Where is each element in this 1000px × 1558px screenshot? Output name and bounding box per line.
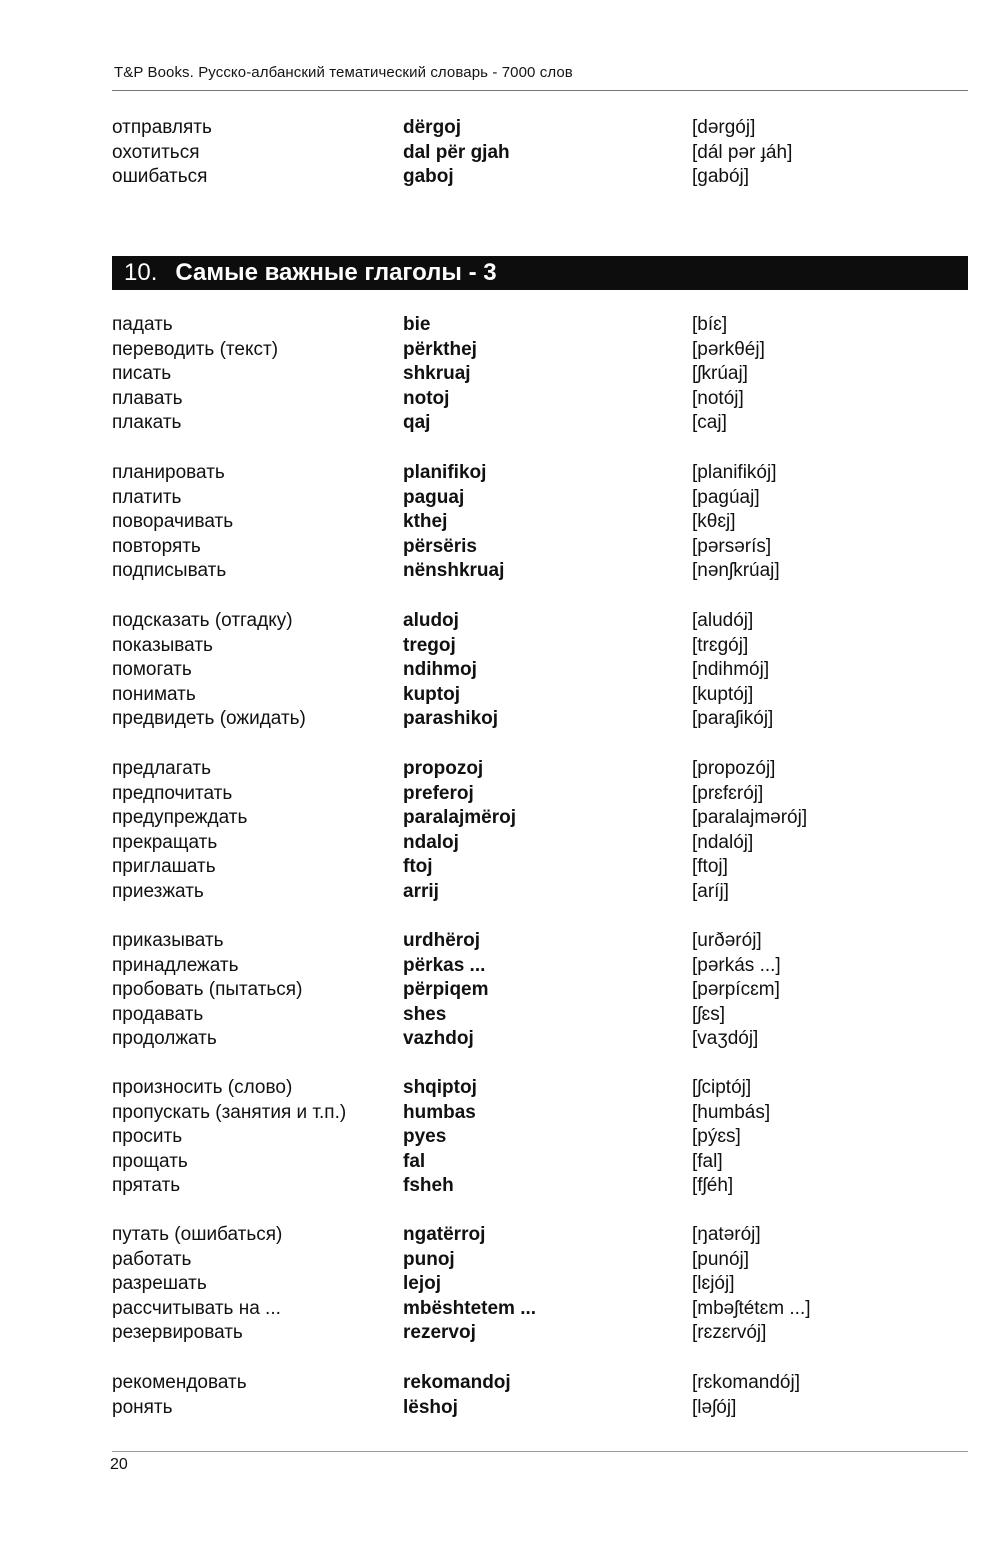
word-group: [0, 1371, 1000, 1420]
vocab-row: [0, 880, 1000, 905]
albanian-word: paralajmëroj: [403, 807, 516, 829]
vocab-row: [0, 831, 1000, 856]
transcription: [prɛfɛrój]: [692, 782, 764, 804]
albanian-word: ftoj: [403, 856, 433, 878]
albanian-word: mbështetem ...: [403, 1297, 537, 1319]
russian-word: писать: [112, 363, 172, 385]
transcription: [pərpícɛm]: [692, 979, 780, 1001]
vocab-row: [0, 954, 1000, 979]
vocab-row: [0, 116, 1000, 141]
word-group: [0, 313, 1000, 436]
word-group: [0, 1223, 1000, 1346]
transcription: [pagúaj]: [692, 486, 760, 508]
section-number: 10.: [124, 259, 158, 286]
albanian-word: ndaloj: [403, 831, 459, 853]
albanian-word: punoj: [403, 1248, 455, 1270]
russian-word: ронять: [112, 1396, 173, 1418]
albanian-word: kthej: [403, 511, 448, 533]
header-rule: [112, 90, 968, 91]
russian-word: рекомендовать: [112, 1372, 247, 1393]
transcription: [ndihmój]: [692, 659, 770, 681]
russian-word: плакать: [112, 412, 182, 434]
transcription: [ləʃój]: [692, 1396, 737, 1418]
transcription: [paraʃikój]: [692, 708, 774, 730]
vocab-row: [0, 165, 1000, 190]
russian-word: планировать: [112, 462, 225, 483]
vocab-row: [0, 707, 1000, 732]
transcription: [aludój]: [692, 610, 754, 631]
albanian-word: ndihmoj: [403, 659, 477, 681]
russian-word: плавать: [112, 387, 183, 409]
transcription: [fʃéh]: [692, 1175, 734, 1197]
vocab-row: [0, 461, 1000, 486]
albanian-word: propozoj: [403, 758, 484, 779]
albanian-word: shkruaj: [403, 363, 471, 385]
vocab-row: [0, 338, 1000, 363]
section-title: Самые важные глаголы - 3: [175, 259, 497, 286]
transcription: [lɛjój]: [692, 1273, 735, 1295]
word-group: [0, 929, 1000, 1052]
transcription: [rɛkomandój]: [692, 1372, 800, 1393]
albanian-word: kuptoj: [403, 683, 460, 705]
transcription: [ftoj]: [692, 856, 728, 878]
russian-word: разрешать: [112, 1273, 207, 1295]
albanian-word: dal për gjah: [403, 141, 510, 163]
russian-word: рассчитывать на ...: [112, 1297, 281, 1319]
transcription: [ŋatərój]: [692, 1224, 761, 1245]
vocab-row: [0, 806, 1000, 831]
albanian-word: përkthej: [403, 338, 477, 360]
vocab-row: [0, 1321, 1000, 1346]
vocab-row: [0, 1223, 1000, 1248]
vocab-row: [0, 609, 1000, 634]
transcription: [paralajmərój]: [692, 807, 808, 829]
albanian-word: përsëris: [403, 535, 477, 557]
transcription: [urðərój]: [692, 930, 762, 951]
transcription: [pərkás ...]: [692, 954, 781, 976]
page-number: 20: [110, 1456, 128, 1473]
albanian-word: qaj: [403, 412, 431, 434]
albanian-word: fsheh: [403, 1175, 454, 1197]
russian-word: охотиться: [112, 141, 200, 163]
vocab-row: [0, 634, 1000, 659]
word-group: [0, 757, 1000, 905]
russian-word: подсказать (отгадку): [112, 610, 293, 631]
vocab-row: [0, 1125, 1000, 1150]
vocab-row: [0, 978, 1000, 1003]
vocab-row: [0, 658, 1000, 683]
albanian-word: nënshkruaj: [403, 560, 505, 582]
albanian-word: paguaj: [403, 486, 465, 508]
russian-word: платить: [112, 486, 182, 508]
albanian-word: dërgoj: [403, 117, 462, 138]
albanian-word: shes: [403, 1003, 447, 1025]
transcription: [kθɛj]: [692, 511, 736, 533]
vocab-row: [0, 757, 1000, 782]
russian-word: приглашать: [112, 856, 216, 878]
albanian-word: lëshoj: [403, 1396, 458, 1418]
transcription: [propozój]: [692, 758, 776, 779]
albanian-word: parashikoj: [403, 708, 499, 730]
albanian-word: notoj: [403, 387, 450, 409]
vocab-row: [0, 1396, 1000, 1421]
vocab-row: [0, 1027, 1000, 1052]
russian-word: прощать: [112, 1150, 188, 1172]
russian-word: произносить (слово): [112, 1077, 293, 1098]
vocab-row: [0, 782, 1000, 807]
vocab-row: [0, 1272, 1000, 1297]
albanian-word: urdhëroj: [403, 930, 481, 951]
russian-word: путать (ошибаться): [112, 1224, 283, 1245]
albanian-word: shqiptoj: [403, 1077, 477, 1098]
albanian-word: fal: [403, 1150, 426, 1172]
transcription: [punój]: [692, 1248, 750, 1270]
russian-word: подписывать: [112, 560, 227, 582]
russian-word: предвидеть (ожидать): [112, 708, 306, 730]
albanian-word: planifikoj: [403, 462, 487, 483]
russian-word: поворачивать: [112, 511, 234, 533]
russian-word: предпочитать: [112, 782, 233, 804]
russian-word: повторять: [112, 535, 201, 557]
albanian-word: humbas: [403, 1101, 476, 1123]
page-header: T&P Books. Русско-албанский тематический словарь - 7000 слов: [114, 64, 573, 81]
footer-rule: [112, 1451, 968, 1452]
transcription: [ʃɛs]: [692, 1003, 725, 1025]
transcription: [mbəʃtétɛm ...]: [692, 1297, 811, 1319]
transcription: [fal]: [692, 1150, 723, 1172]
russian-word: переводить (текст): [112, 338, 279, 360]
albanian-word: rekomandoj: [403, 1372, 511, 1393]
albanian-word: rezervoj: [403, 1322, 476, 1344]
transcription: [dərgój]: [692, 117, 756, 138]
vocab-row: [0, 1150, 1000, 1175]
transcription: [pərkθéj]: [692, 338, 765, 360]
russian-word: резервировать: [112, 1322, 243, 1344]
albanian-word: aludoj: [403, 610, 459, 631]
vocab-row: [0, 141, 1000, 166]
albanian-word: lejoj: [403, 1273, 442, 1295]
transcription: [kuptój]: [692, 683, 754, 705]
vocab-row: [0, 1371, 1000, 1396]
albanian-word: vazhdoj: [403, 1028, 474, 1050]
vocab-row: [0, 535, 1000, 560]
transcription: [aríj]: [692, 880, 729, 902]
vocab-row: [0, 1248, 1000, 1273]
vocab-row: [0, 683, 1000, 708]
russian-word: приезжать: [112, 880, 204, 902]
albanian-word: arrij: [403, 880, 439, 902]
transcription: [nənʃkrúaj]: [692, 560, 780, 582]
transcription: [ndalój]: [692, 831, 754, 853]
russian-word: падать: [112, 314, 173, 335]
russian-word: предупреждать: [112, 807, 248, 829]
vocab-row: [0, 510, 1000, 535]
transcription: [vaʒdój]: [692, 1028, 759, 1050]
russian-word: прекращать: [112, 831, 218, 853]
vocab-row: [0, 1297, 1000, 1322]
vocab-row: [0, 362, 1000, 387]
transcription: [ʃkrúaj]: [692, 363, 748, 385]
vocab-row: [0, 486, 1000, 511]
albanian-word: bie: [403, 314, 431, 335]
russian-word: пробовать (пытаться): [112, 979, 303, 1001]
transcription: [notój]: [692, 387, 744, 409]
russian-word: пропускать (занятия и т.п.): [112, 1101, 347, 1123]
transcription: [bíɛ]: [692, 314, 728, 335]
vocab-row: [0, 411, 1000, 436]
russian-word: принадлежать: [112, 954, 239, 976]
albanian-word: preferoj: [403, 782, 474, 804]
russian-word: показывать: [112, 634, 213, 656]
albanian-word: pyes: [403, 1126, 447, 1148]
transcription: [humbás]: [692, 1101, 771, 1123]
transcription: [caj]: [692, 412, 727, 434]
russian-word: продолжать: [112, 1028, 217, 1050]
word-group: [0, 609, 1000, 732]
transcription: [dál pər ɟáh]: [692, 141, 793, 163]
russian-word: приказывать: [112, 930, 224, 951]
albanian-word: ngatërroj: [403, 1224, 486, 1245]
vocab-row: [0, 313, 1000, 338]
albanian-word: përkas ...: [403, 954, 486, 976]
russian-word: продавать: [112, 1003, 204, 1025]
russian-word: работать: [112, 1248, 192, 1270]
russian-word: понимать: [112, 683, 196, 705]
transcription: [rɛzɛrvój]: [692, 1322, 767, 1344]
vocab-row: [0, 559, 1000, 584]
russian-word: помогать: [112, 659, 192, 681]
russian-word: прятать: [112, 1175, 181, 1197]
vocab-row: [0, 855, 1000, 880]
vocab-row: [0, 387, 1000, 412]
vocab-row: [0, 1174, 1000, 1199]
word-group: [0, 116, 1000, 190]
albanian-word: tregoj: [403, 634, 456, 656]
vocab-row: [0, 1101, 1000, 1126]
vocab-row: [0, 1003, 1000, 1028]
vocab-row: [0, 1076, 1000, 1101]
section-heading: [112, 256, 968, 290]
word-group: [0, 1076, 1000, 1199]
russian-word: отправлять: [112, 117, 212, 138]
transcription: [pərsərís]: [692, 535, 772, 557]
vocab-row: [0, 929, 1000, 954]
word-group: [0, 461, 1000, 584]
albanian-word: gaboj: [403, 166, 454, 188]
transcription: [planifikój]: [692, 462, 777, 483]
russian-word: просить: [112, 1126, 183, 1148]
transcription: [gabój]: [692, 166, 750, 188]
albanian-word: përpiqem: [403, 979, 489, 1001]
transcription: [pýɛs]: [692, 1126, 741, 1148]
russian-word: предлагать: [112, 758, 212, 779]
transcription: [ʃciptój]: [692, 1077, 752, 1098]
transcription: [trɛgój]: [692, 634, 749, 656]
russian-word: ошибаться: [112, 166, 208, 188]
